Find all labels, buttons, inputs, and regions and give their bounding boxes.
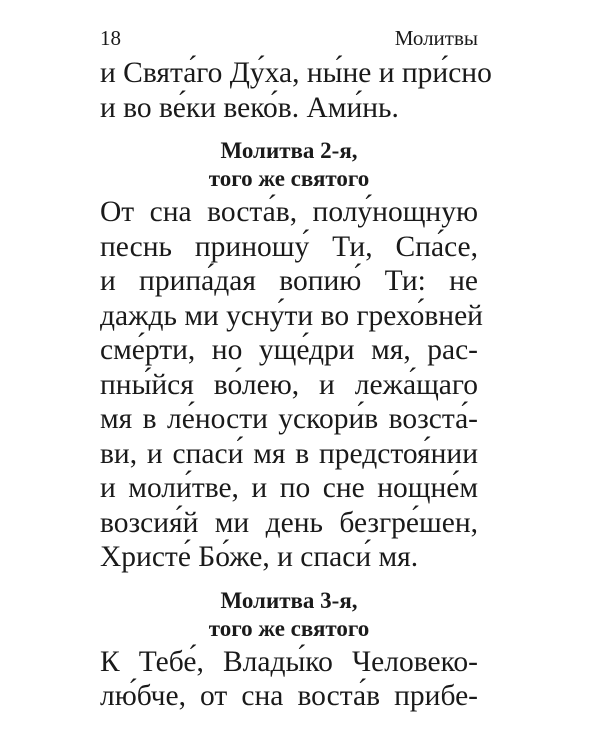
prayer-3-text	[100, 645, 478, 714]
prayer-3-heading	[100, 587, 478, 643]
text-line: и припа́дая вопию́ Ти: не	[100, 265, 478, 297]
page-number: 18	[100, 26, 121, 50]
text-line: От сна воста́в, полу́нощную	[100, 196, 478, 228]
text-line: К Тебе́, Влады́ко Человеко-	[100, 645, 478, 678]
section-title: Молитвы	[394, 26, 478, 50]
prayer-2-title: Молитва 2-я,	[220, 138, 358, 163]
text-line: пны́йся во́лею, и лежа́щаго	[100, 368, 478, 401]
text-line: возсия́й ми день безгре́шен,	[100, 506, 478, 539]
prayer-2-text	[100, 195, 483, 575]
text-line: лю́бче, от сна воста́в прибе-	[100, 680, 478, 712]
text-line: мя в ле́ности ускори́в возста́-	[100, 403, 478, 435]
text-line: песнь приношу́ Ти, Спа́се,	[100, 230, 478, 263]
text-line: и моли́тве, и по сне нощне́м	[100, 472, 478, 504]
text-line: ви, и спаси́ мя в предстоя́нии	[100, 437, 478, 470]
text-line: Христе́ Бо́же, и спаси́ мя.	[100, 541, 419, 573]
intro-text	[100, 56, 492, 125]
text-line: даждь ми усну́ти во грехо́вней	[100, 299, 483, 332]
text-line: и Свята́го Ду́ха, ны́не и при́сно	[100, 57, 492, 89]
prayer-2-heading	[100, 137, 478, 193]
book-page	[100, 24, 492, 714]
running-head	[100, 24, 478, 52]
prayer-3-subtitle: того же святого	[208, 615, 370, 641]
prayer-2-subtitle: того же святого	[208, 166, 370, 191]
text-line: и во ве́ки веко́в. Ами́нь.	[100, 91, 399, 124]
text-line: сме́рти, но уще́дри мя, рас-	[100, 334, 478, 366]
prayer-3-title: Молитва 3-я,	[220, 587, 358, 613]
